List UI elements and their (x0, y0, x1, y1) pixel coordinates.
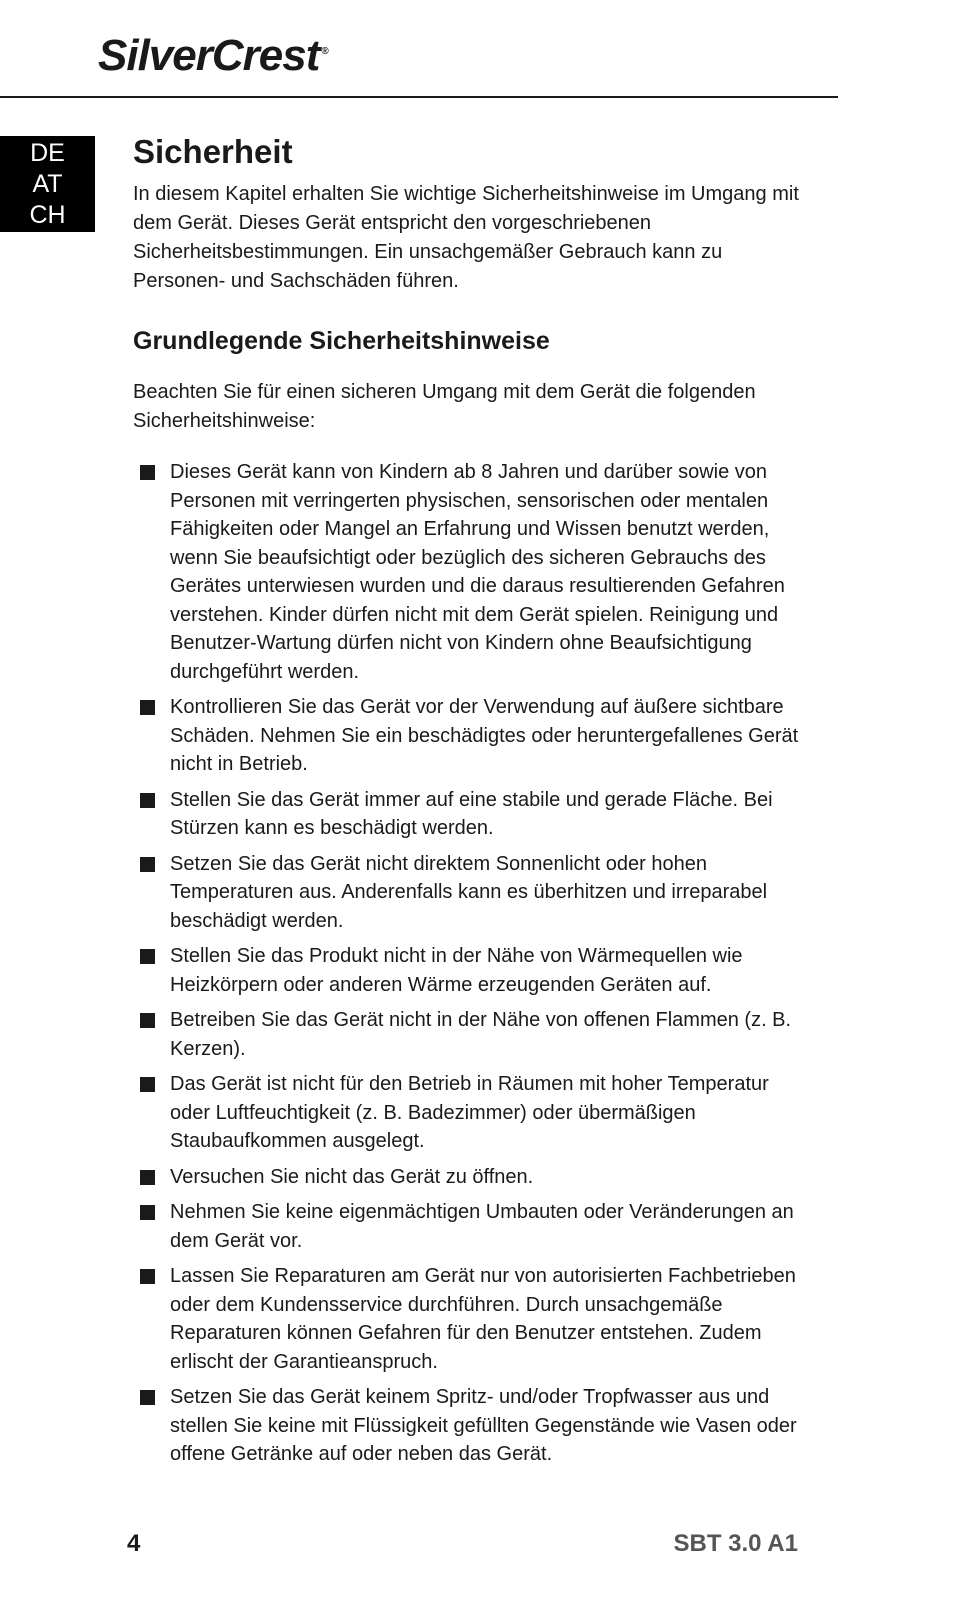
list-item-text: Betreiben Sie das Gerät nicht in der Nähe von offenen Flammen (z. B. Kerzen). (170, 1009, 792, 1060)
page-number: 4 (127, 1530, 141, 1557)
list-item-text: Das Gerät ist nicht für den Betrieb in Räumen mit hoher Temperatur oder Luftfeuchtigkeit (z. B. Badezimmer) oder übermäßigen Staubaufkommen ausgelegt. (170, 1073, 769, 1152)
list-item (133, 1262, 813, 1376)
section-intro: In diesem Kapitel erhalten Sie wichtige Sicherheitshinweise im Umgang mit dem Gerät. Dieses Gerät entspricht den vorgeschriebenen Sicherheitsbestimmungen. Ein unsachgemäßer Gebrauch kann zu Personen- und Sachschäden führen. (133, 183, 799, 292)
list-item (133, 1383, 813, 1469)
registered-mark: ® (321, 46, 328, 58)
safety-list (133, 458, 813, 1469)
list-item (133, 1198, 813, 1255)
square-bullet-icon (140, 1205, 155, 1220)
square-bullet-icon (140, 465, 155, 480)
square-bullet-icon (140, 1170, 155, 1185)
list-item-text: Kontrollieren Sie das Gerät vor der Verwendung auf äußere sichtbare Schäden. Nehmen Sie ein beschädigtes oder heruntergefallenes Gerät nicht in Betrieb. (170, 696, 799, 775)
list-item (133, 1006, 813, 1063)
list-item-text: Stellen Sie das Produkt nicht in der Nähe von Wärmequellen wie Heizkörpern oder anderen Wärme erzeugenden Geräten auf. (170, 945, 743, 996)
lang-code: CH (29, 201, 66, 229)
square-bullet-icon (140, 793, 155, 808)
list-item-text: Setzen Sie das Gerät nicht direktem Sonnenlicht oder hohen Temperaturen aus. Anderenfalls kann es überhitzen und irreparabel beschädigt werden. (170, 852, 768, 932)
list-item-text: Lassen Sie Reparaturen am Gerät nur von autorisierten Fachbetrieben oder dem Kundensservice durchführen. Durch unsachgemäße Reparaturen können Gefahren für den Benutzer entstehen. Zudem erlischt der Garantieanspruch. (170, 1265, 796, 1373)
subsection-lead: Beachten Sie für einen sicheren Umgang mit dem Gerät die folgenden Sicherheitshinweise: (133, 381, 756, 432)
square-bullet-icon (140, 949, 155, 964)
list-item (133, 942, 813, 999)
list-item (133, 693, 813, 779)
square-bullet-icon (140, 857, 155, 872)
lang-code: DE (30, 139, 65, 167)
list-item (133, 1070, 813, 1156)
model-number: SBT 3.0 A1 (673, 1530, 798, 1557)
section-title: Sicherheit (133, 133, 293, 170)
list-item-text: Setzen Sie das Gerät keinem Spritz- und/oder Tropfwasser aus und stellen Sie keine mit Flüssigkeit gefüllten Gegenstände wie Vasen oder offene Getränke auf oder neben das Gerät. (170, 1386, 797, 1465)
subsection-title: Grundlegende Sicherheitshinweise (133, 327, 550, 355)
lang-code: AT (32, 170, 63, 198)
language-tab (0, 136, 95, 232)
list-item (133, 850, 813, 936)
list-item-text: Versuchen Sie nicht das Gerät zu öffnen. (170, 1165, 534, 1188)
list-item (133, 458, 813, 686)
main-content (133, 128, 813, 1476)
list-item (133, 1163, 813, 1192)
list-item-text: Nehmen Sie keine eigenmächtigen Umbauten oder Veränderungen an dem Gerät vor. (170, 1201, 794, 1252)
square-bullet-icon (140, 1390, 155, 1405)
list-item-text: Dieses Gerät kann von Kindern ab 8 Jahren und darüber sowie von Personen mit verringerten physischen, sensorischen oder mentalen Fähigkeiten oder Mangel an Erfahrung und Wissen benutzt werden, wenn Sie beaufsichtigt oder bezüglich des sicheren Gebrauchs des Gerätes unterwiesen wurden und die daraus resultierenden Gefahren verstehen. Kinder dürfen nicht mit dem Gerät spielen. Reinigung und Benutzer-Wartung dürfen nicht von Kindern ohne Beaufsichtigung durchgeführt werden. (170, 461, 785, 683)
square-bullet-icon (140, 1013, 155, 1028)
square-bullet-icon (140, 1077, 155, 1092)
header-divider (0, 96, 838, 98)
list-item-text: Stellen Sie das Gerät immer auf eine stabile und gerade Fläche. Bei Stürzen kann es beschädigt werden. (170, 788, 773, 839)
brand-name: SilverCrest (98, 31, 320, 80)
brand-logo (98, 31, 328, 80)
list-item (133, 786, 813, 843)
square-bullet-icon (140, 700, 155, 715)
square-bullet-icon (140, 1269, 155, 1284)
